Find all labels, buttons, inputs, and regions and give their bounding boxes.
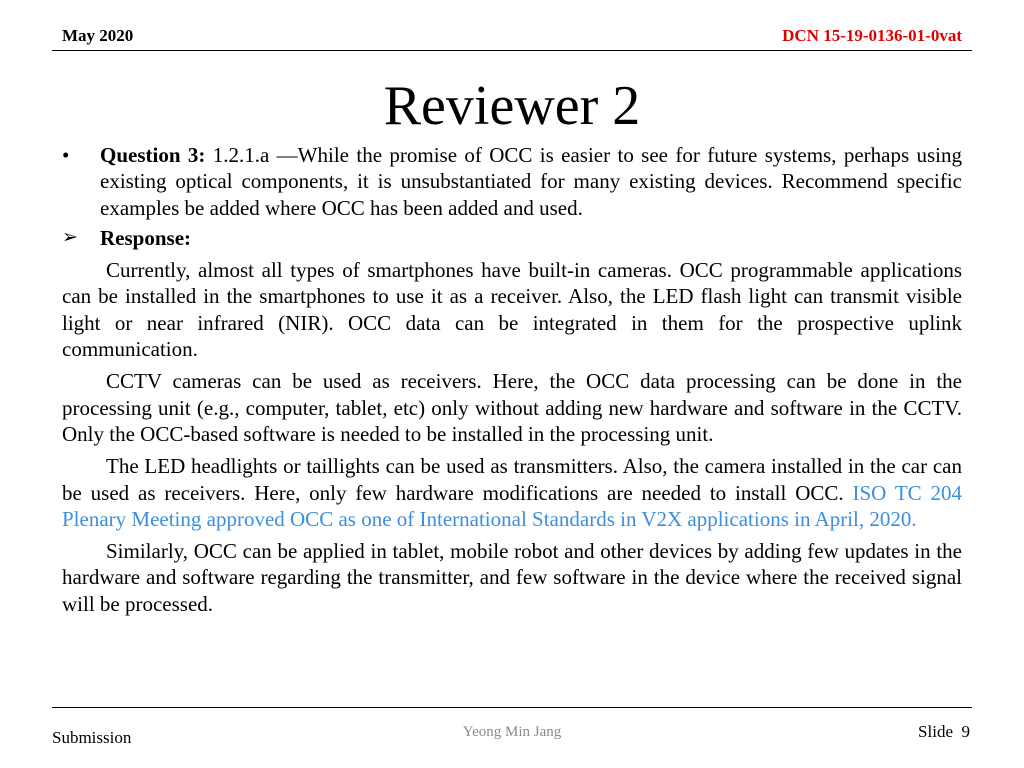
paragraph-other-devices: Similarly, OCC can be applied in tablet, mobile robot and other devices by adding few updates in the hardware and software regarding the transmitter, and few software in the device where the received signal will be processed. bbox=[62, 539, 962, 616]
header-dcn: DCN 15-19-0136-01-0vat bbox=[782, 26, 962, 45]
paragraph-vehicles-text: The LED headlights or taillights can be used as transmitters. Also, the camera installed in the car can be used as receivers. Here, only few hardware modifications are needed to install OCC. bbox=[62, 454, 962, 505]
response-item bbox=[62, 225, 962, 251]
header-date: May 2020 bbox=[62, 26, 134, 45]
footer-author: Yeong Min Jang bbox=[462, 724, 562, 740]
slide-title: Reviewer 2 bbox=[383, 75, 641, 137]
question-label: Question 3: bbox=[100, 143, 206, 167]
response-label: Response: bbox=[100, 225, 192, 250]
slide-number: 9 bbox=[961, 722, 970, 741]
iso-standard-note: ISO TC 204 Plenary Meeting approved OCC as one of International Standards in V2X applications in April, 2020. bbox=[62, 480, 963, 531]
footer-slide-number bbox=[918, 722, 970, 742]
footer-submission: Submission bbox=[52, 728, 132, 747]
bullet-icon: • bbox=[62, 143, 70, 167]
paragraph-smartphones: Currently, almost all types of smartphones have built-in cameras. OCC programmable applications can be installed in the smartphones to use it as a receiver. Also, the LED flash light can transmit visible light or near infrared (NIR). OCC data can be integrated in them for the prospective uplink communication. bbox=[62, 258, 962, 362]
paragraph-cctv: CCTV cameras can be used as receivers. Here, the OCC data processing can be done in the processing unit (e.g., computer, tablet, etc) only without adding new hardware and software in the CCTV. Only the OCC-based software is needed to be installed in the processing unit. bbox=[62, 369, 962, 446]
question-text: 1.2.1.a —While the promise of OCC is easier to see for future systems, perhaps using existing optical components, it is unsubstantiated for many existing devices. Recommend specific examples be added where OCC has been added and used. bbox=[100, 143, 963, 220]
slide-label: Slide bbox=[918, 722, 953, 741]
slide-body bbox=[62, 142, 962, 617]
question-item bbox=[62, 142, 962, 221]
arrow-bullet-icon: ➢ bbox=[62, 226, 78, 248]
paragraph-vehicles bbox=[62, 453, 962, 532]
header-divider bbox=[52, 50, 972, 51]
footer-divider bbox=[52, 707, 972, 708]
